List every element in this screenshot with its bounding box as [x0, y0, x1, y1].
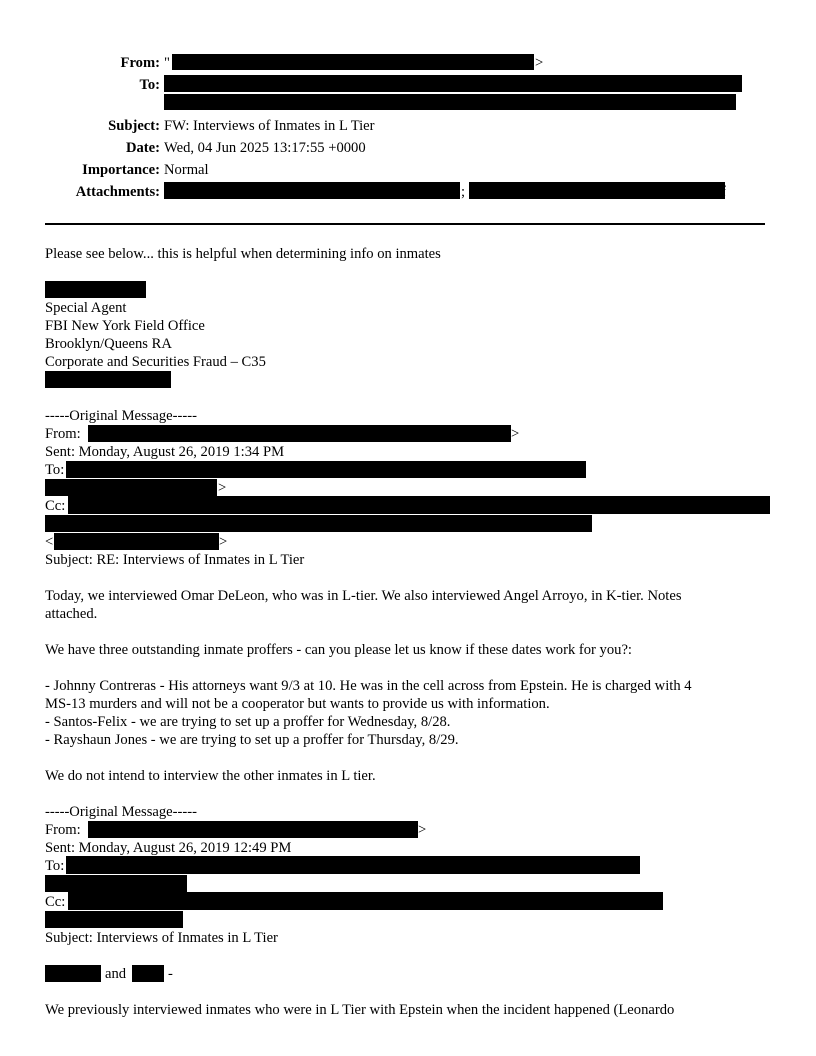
msg1-proffer-list	[45, 677, 775, 749]
msg1-subject: Subject: RE: Interviews of Inmates in L Tier	[45, 552, 305, 568]
redaction-msg1-from	[88, 425, 511, 442]
redaction-signature-name	[45, 281, 146, 298]
from-label: From:	[120, 55, 160, 71]
date-label: Date:	[125, 140, 160, 156]
list-item-jones: - Rayshaun Jones - we are trying to set up a proffer for Thursday, 8/29.	[45, 732, 459, 748]
msg2-from-label: From:	[45, 822, 81, 838]
redaction-msg2-to-1	[66, 856, 640, 874]
to-label: To:	[139, 77, 160, 93]
redaction-msg2-to-2	[45, 875, 187, 892]
redaction-msg1-cc-2	[45, 515, 592, 532]
redaction-msg1-to-2	[45, 479, 217, 496]
attachments-label: Attachments:	[75, 184, 160, 200]
list-item-contreras-2: MS-13 murders and will not be a cooperator but wants to provide us with information.	[45, 696, 550, 712]
signature-office: FBI New York Field Office	[45, 318, 205, 334]
msg1-to-label: To:	[45, 462, 65, 478]
attachments-separator: ;	[461, 184, 466, 200]
importance-label: Importance:	[82, 162, 160, 178]
redaction-greeting-name-1	[45, 965, 101, 982]
msg1-paragraph-2: We have three outstanding inmate proffers - can you please let us know if these dates work for you?:	[45, 642, 632, 658]
msg1-from-label: From:	[45, 426, 81, 442]
msg1-paragraph-1	[45, 587, 775, 623]
greeting-dash: -	[168, 966, 173, 982]
redaction-msg2-cc-2	[45, 911, 183, 928]
signature-ra: Brooklyn/Queens RA	[45, 336, 172, 352]
msg1-cc-open: <	[45, 534, 54, 550]
importance-value: Normal	[164, 162, 209, 178]
list-item-contreras-1: - Johnny Contreras - His attorneys want 9/3 at 10. He was in the cell across from Epstein. He is charged with 4	[45, 678, 692, 694]
msg1-from-close: >	[511, 426, 520, 442]
signature-title: Special Agent	[45, 300, 127, 316]
msg2-sent: Sent: Monday, August 26, 2019 12:49 PM	[45, 840, 292, 856]
msg2-paragraph-1: We previously interviewed inmates who were in L Tier with Epstein when the incident happened (Leonardo	[45, 1002, 675, 1018]
msg2-to-label: To:	[45, 858, 65, 874]
from-close: >	[535, 55, 544, 71]
redaction-msg1-to-1	[66, 461, 586, 478]
original-message-marker-2: -----Original Message-----	[45, 804, 197, 820]
redaction-attachment-2	[469, 182, 725, 199]
msg2-cc-label: Cc:	[45, 894, 66, 910]
original-message-marker-1: -----Original Message-----	[45, 408, 197, 424]
list-item-santos-felix: - Santos-Felix - we are trying to set up a proffer for Wednesday, 8/28.	[45, 714, 451, 730]
redaction-msg1-cc-1	[68, 496, 770, 514]
msg1-cc-close: >	[219, 534, 228, 550]
redaction-greeting-name-2	[132, 965, 164, 982]
redaction-signature-phone	[45, 371, 171, 388]
msg1-cc-label: Cc:	[45, 498, 66, 514]
redaction-msg1-cc-3	[54, 533, 219, 550]
redaction-attachment-1	[164, 182, 460, 199]
msg2-subject: Subject: Interviews of Inmates in L Tier	[45, 930, 278, 946]
msg2-from-close: >	[418, 822, 427, 838]
header-divider	[45, 223, 765, 225]
date-value: Wed, 04 Jun 2025 13:17:55 +0000	[164, 140, 366, 156]
redaction-to-2	[164, 94, 736, 110]
msg1-p1-line1: Today, we interviewed Omar DeLeon, who was in L-tier. We also interviewed Angel Arroyo, in K-tier. Notes	[45, 588, 682, 604]
msg1-sent: Sent: Monday, August 26, 2019 1:34 PM	[45, 444, 285, 460]
signature-squad: Corporate and Securities Fraud – C35	[45, 354, 266, 370]
greeting-and: and	[105, 966, 127, 982]
redaction-msg2-cc-1	[68, 892, 663, 910]
subject-value: FW: Interviews of Inmates in L Tier	[164, 118, 375, 134]
msg1-p1-line2: attached.	[45, 606, 98, 622]
redaction-from	[172, 54, 534, 70]
redaction-msg2-from	[88, 821, 418, 838]
subject-label: Subject:	[108, 118, 160, 134]
msg1-paragraph-3: We do not intend to interview the other inmates in L tier.	[45, 768, 376, 784]
from-open-quote: "	[164, 55, 170, 71]
msg1-to-close: >	[218, 480, 227, 496]
attachments-end: f	[721, 184, 726, 200]
redaction-to-1	[164, 75, 742, 92]
intro-text: Please see below... this is helpful when determining info on inmates	[45, 246, 441, 262]
